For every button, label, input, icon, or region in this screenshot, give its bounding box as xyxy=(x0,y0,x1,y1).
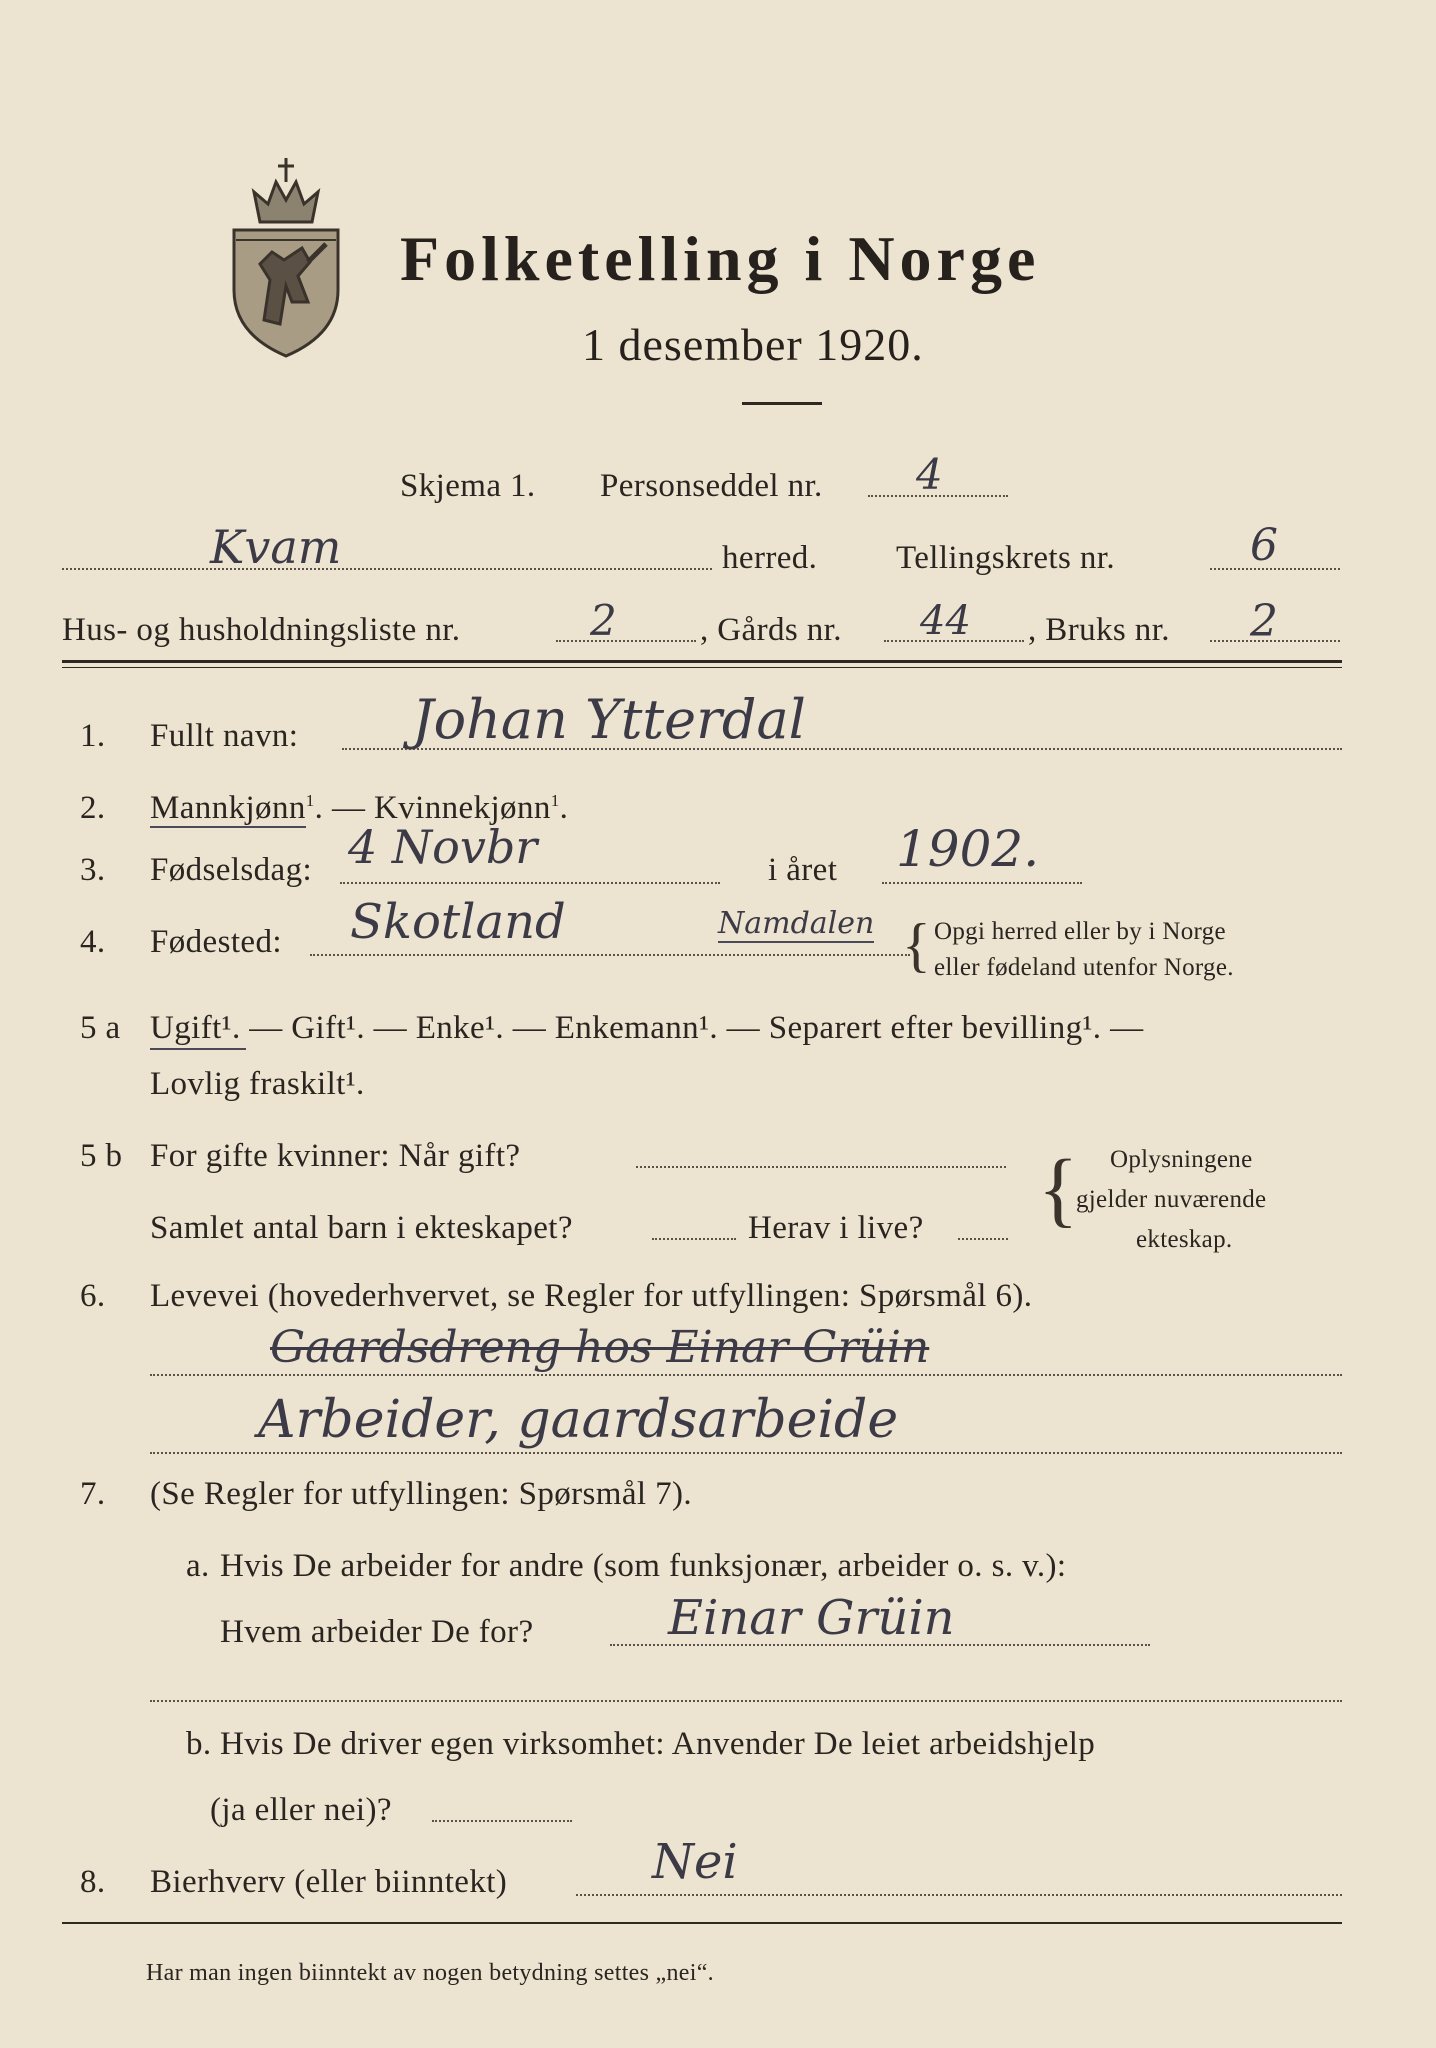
personseddel-label: Personseddel nr. xyxy=(600,468,823,504)
occupation-struck-value: Gaardsdreng hos Einar Grüin xyxy=(270,1322,930,1373)
herred-line xyxy=(62,568,712,570)
side-income-value: Nei xyxy=(652,1834,738,1890)
q5b-number: 5 b xyxy=(80,1138,123,1174)
ugift-underline xyxy=(150,1048,246,1050)
female-footnote-mark: 1 xyxy=(550,791,560,810)
q3-label: Fødselsdag: xyxy=(150,852,313,888)
census-date: 1 desember 1920. xyxy=(582,319,924,370)
q5b-alive-line xyxy=(958,1238,1008,1240)
q7-label: (Se Regler for utfyllingen: Spørsmål 7). xyxy=(150,1476,693,1512)
q7-number: 7. xyxy=(80,1476,106,1512)
q6-line-2 xyxy=(150,1452,1342,1454)
birth-year-value: 1902. xyxy=(896,820,1040,878)
full-name-value: Johan Ytterdal xyxy=(412,688,806,751)
footer-note: Har man ingen biinntekt av nogen betydning settes „nei“. xyxy=(146,1960,714,1986)
q7a-letter: a. xyxy=(186,1548,210,1584)
gender-end: . xyxy=(559,790,569,826)
q7b-text: Hvis De driver egen virksomhet: Anvender De leiet arbeidshjelp xyxy=(220,1726,1096,1762)
male-footnote-mark: 1 xyxy=(305,791,315,810)
q4-brace: { xyxy=(902,912,931,978)
q4-line xyxy=(310,954,910,956)
q7b-letter: b. xyxy=(186,1726,212,1762)
q6-line-1 xyxy=(150,1374,1342,1376)
gender-separator: . — xyxy=(314,790,375,826)
year-line xyxy=(882,882,1082,884)
header-divider-2 xyxy=(62,667,1342,668)
q8-line xyxy=(576,1894,1342,1896)
coat-of-arms-icon xyxy=(222,152,350,362)
q4-label: Fødested: xyxy=(150,924,282,960)
bruks-label: , Bruks nr. xyxy=(1028,612,1170,648)
male-option: Mannkjønn xyxy=(150,790,306,826)
q6-number: 6. xyxy=(80,1278,106,1314)
q4-number: 4. xyxy=(80,924,106,960)
year-label: i året xyxy=(768,852,838,888)
header-divider-1 xyxy=(62,660,1342,663)
footer-divider xyxy=(62,1922,1342,1924)
q7a-line-2 xyxy=(150,1700,1342,1702)
q5a-number: 5 a xyxy=(80,1010,121,1046)
q5b-children-label: Samlet antal barn i ekteskapet? xyxy=(150,1210,573,1246)
skjema-label: Skjema 1. xyxy=(400,468,536,504)
q3-line xyxy=(340,882,720,884)
q7b-line xyxy=(432,1820,572,1822)
hus-value: 2 xyxy=(590,596,617,645)
occupation-value: Arbeider, gaardsarbeide xyxy=(258,1390,899,1450)
q5b-note-3: ekteskap. xyxy=(1136,1226,1233,1253)
q4-note-1: Opgi herred eller by i Norge xyxy=(934,918,1226,945)
hus-line xyxy=(556,640,696,642)
q8-label: Bierhverv (eller biinntekt) xyxy=(150,1864,508,1900)
bruks-value: 2 xyxy=(1250,596,1278,647)
q6-label: Levevei (hovederhvervet, se Regler for utfyllingen: Spørsmål 6). xyxy=(150,1278,1033,1314)
employer-value: Einar Grüin xyxy=(668,1590,955,1646)
gards-label: , Gårds nr. xyxy=(700,612,842,648)
personseddel-value: 4 xyxy=(916,450,943,499)
marital-options-2: Lovlig fraskilt¹. xyxy=(150,1066,365,1102)
marital-options: Ugift¹. — Gift¹. — Enke¹. — Enkemann¹. — Separert efter bevilling¹. — xyxy=(150,1010,1144,1046)
q8-number: 8. xyxy=(80,1864,106,1900)
q5b-brace: { xyxy=(1038,1143,1079,1236)
q5b-children-line xyxy=(652,1238,736,1240)
q7a-text: Hvis De arbeider for andre (som funksjonær, arbeider o. s. v.): xyxy=(220,1548,1067,1584)
female-option: Kvinnekjønn xyxy=(374,790,551,826)
birthplace-value: Skotland xyxy=(350,894,566,950)
birthplace-value-2: Namdalen xyxy=(718,906,875,941)
q4-note-2: eller fødeland utenfor Norge. xyxy=(934,954,1234,981)
gards-value: 44 xyxy=(920,598,971,644)
birthdate-value: 4 Novbr xyxy=(348,820,538,874)
q1-number: 1. xyxy=(80,718,106,754)
title-divider xyxy=(742,402,822,405)
tellingskrets-value: 6 xyxy=(1250,520,1278,571)
q5b-married-line xyxy=(636,1166,1006,1168)
q2-number: 2. xyxy=(80,790,106,826)
q7a-question: Hvem arbeider De for? xyxy=(220,1614,534,1650)
herred-label: herred. xyxy=(722,540,818,576)
q5b-note-2: gjelder nuværende xyxy=(1076,1186,1267,1213)
herred-value: Kvam xyxy=(210,520,342,574)
q7b-question: (ja eller nei)? xyxy=(210,1792,392,1828)
q1-label: Fullt navn: xyxy=(150,718,299,754)
q5b-line-1: For gifte kvinner: Når gift? xyxy=(150,1138,521,1174)
q3-number: 3. xyxy=(80,852,106,888)
q5b-note-1: Oplysningene xyxy=(1110,1146,1253,1173)
form-title: Folketelling i Norge xyxy=(400,223,1041,294)
q5b-alive-label: Herav i live? xyxy=(748,1210,924,1246)
tellingskrets-label: Tellingskrets nr. xyxy=(896,540,1115,576)
hus-label: Hus- og husholdningsliste nr. xyxy=(62,612,461,648)
